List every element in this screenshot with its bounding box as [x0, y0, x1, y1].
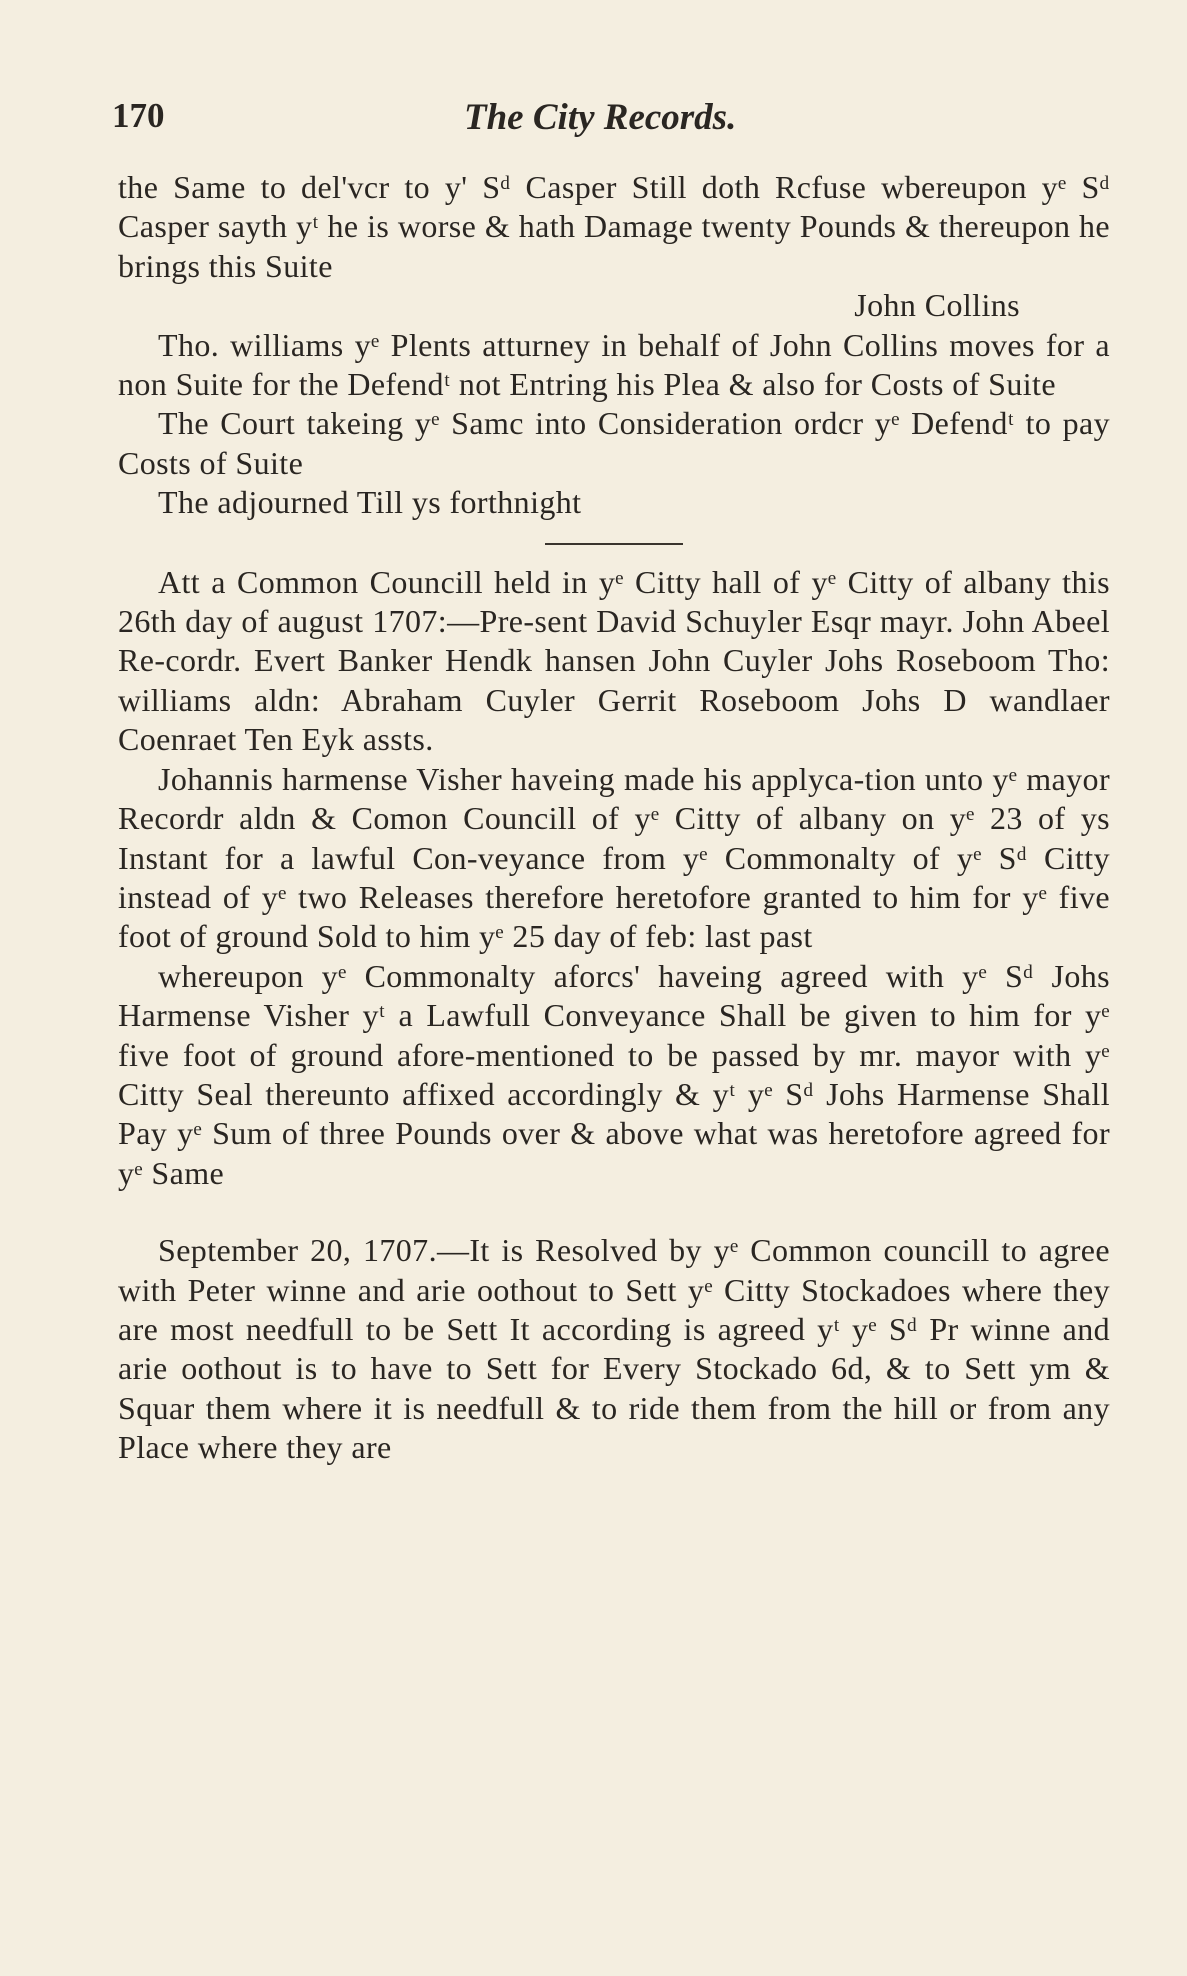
- paragraph-council-meeting: Att a Common Councill held in yᵉ Citty hall of yᵉ Citty of albany this 26th day of august 1707:—Pre-sent David Schuyler Esqr mayr. John Abeel Re-cordr. Evert Banker Hendk hansen John Cuyler Johs Roseboom Tho: williams aldn: Abraham Cuyler Gerrit Roseboom Johs D wandlaer Coenraet Ten Eyk assts.: [118, 563, 1110, 758]
- paragraph-visher-application: Johannis harmense Visher haveing made his applyca-tion unto yᵉ mayor Recordr aldn & Comon Councill of yᵉ Citty of albany on yᵉ 23 of ys Instant for a lawful Con-veyance from yᵉ Commonalty of yᵉ Sᵈ Citty instead of yᵉ two Releases therefore heretofore granted to him for yᵉ five foot of ground Sold to him yᵉ 25 day of feb: last past: [118, 760, 1110, 955]
- page-header: [112, 96, 1062, 146]
- section-divider: [545, 543, 683, 545]
- page-body: [118, 168, 1110, 1468]
- running-title: The City Records.: [464, 97, 737, 138]
- paragraph-court-order: The Court takeing yᵉ Samc into Consideration ordcr yᵉ Defendᵗ to pay Costs of Suite: [118, 405, 1110, 481]
- page-number: 170: [112, 96, 165, 135]
- plaintiff-signature: John Collins: [854, 287, 1020, 324]
- section-gap: [118, 1193, 1110, 1231]
- paragraph-stockadoes-resolution: September 20, 1707.—It is Resolved by yᵉ Common councill to agree with Peter winne and arie oothout to Sett yᵉ Citty Stockadoes where they are most needfull to be Sett It according is agreed yᵗ yᵉ Sᵈ Pr winne and arie oothout is to have to Sett for Every Stockado 6d, & to Sett ym & Squar them where it is needfull & to ride them from the hill or from any Place where they are: [118, 1232, 1110, 1466]
- paragraph-conveyance-resolution: whereupon yᵉ Commonalty aforcs' haveing agreed with yᵉ Sᵈ Johs Harmense Visher yᵗ a Lawfull Conveyance Shall be given to him for yᵉ five foot of ground afore-mentioned to be passed by mr. mayor with yᵉ Citty Seal thereunto affixed accordingly & yᵗ yᵉ Sᵈ Johs Harmense Shall Pay yᵉ Sum of three Pounds over & above what was heretofore agreed for yᵉ Same: [118, 957, 1110, 1191]
- paragraph-suit-continued: the Same to del'vcr to y' Sᵈ Casper Still doth Rcfuse wbereupon yᵉ Sᵈ Casper sayth yᵗ he is worse & hath Damage twenty Pounds & thereupon he brings this Suite: [118, 169, 1110, 284]
- paragraph-adjournment: The adjourned Till ys forthnight: [158, 484, 582, 521]
- paragraph-nonsuit-motion: Tho. williams yᵉ Plents atturney in behalf of John Collins moves for a non Suite for the Defendᵗ not Entring his Plea & also for Costs of Suite: [118, 326, 1110, 403]
